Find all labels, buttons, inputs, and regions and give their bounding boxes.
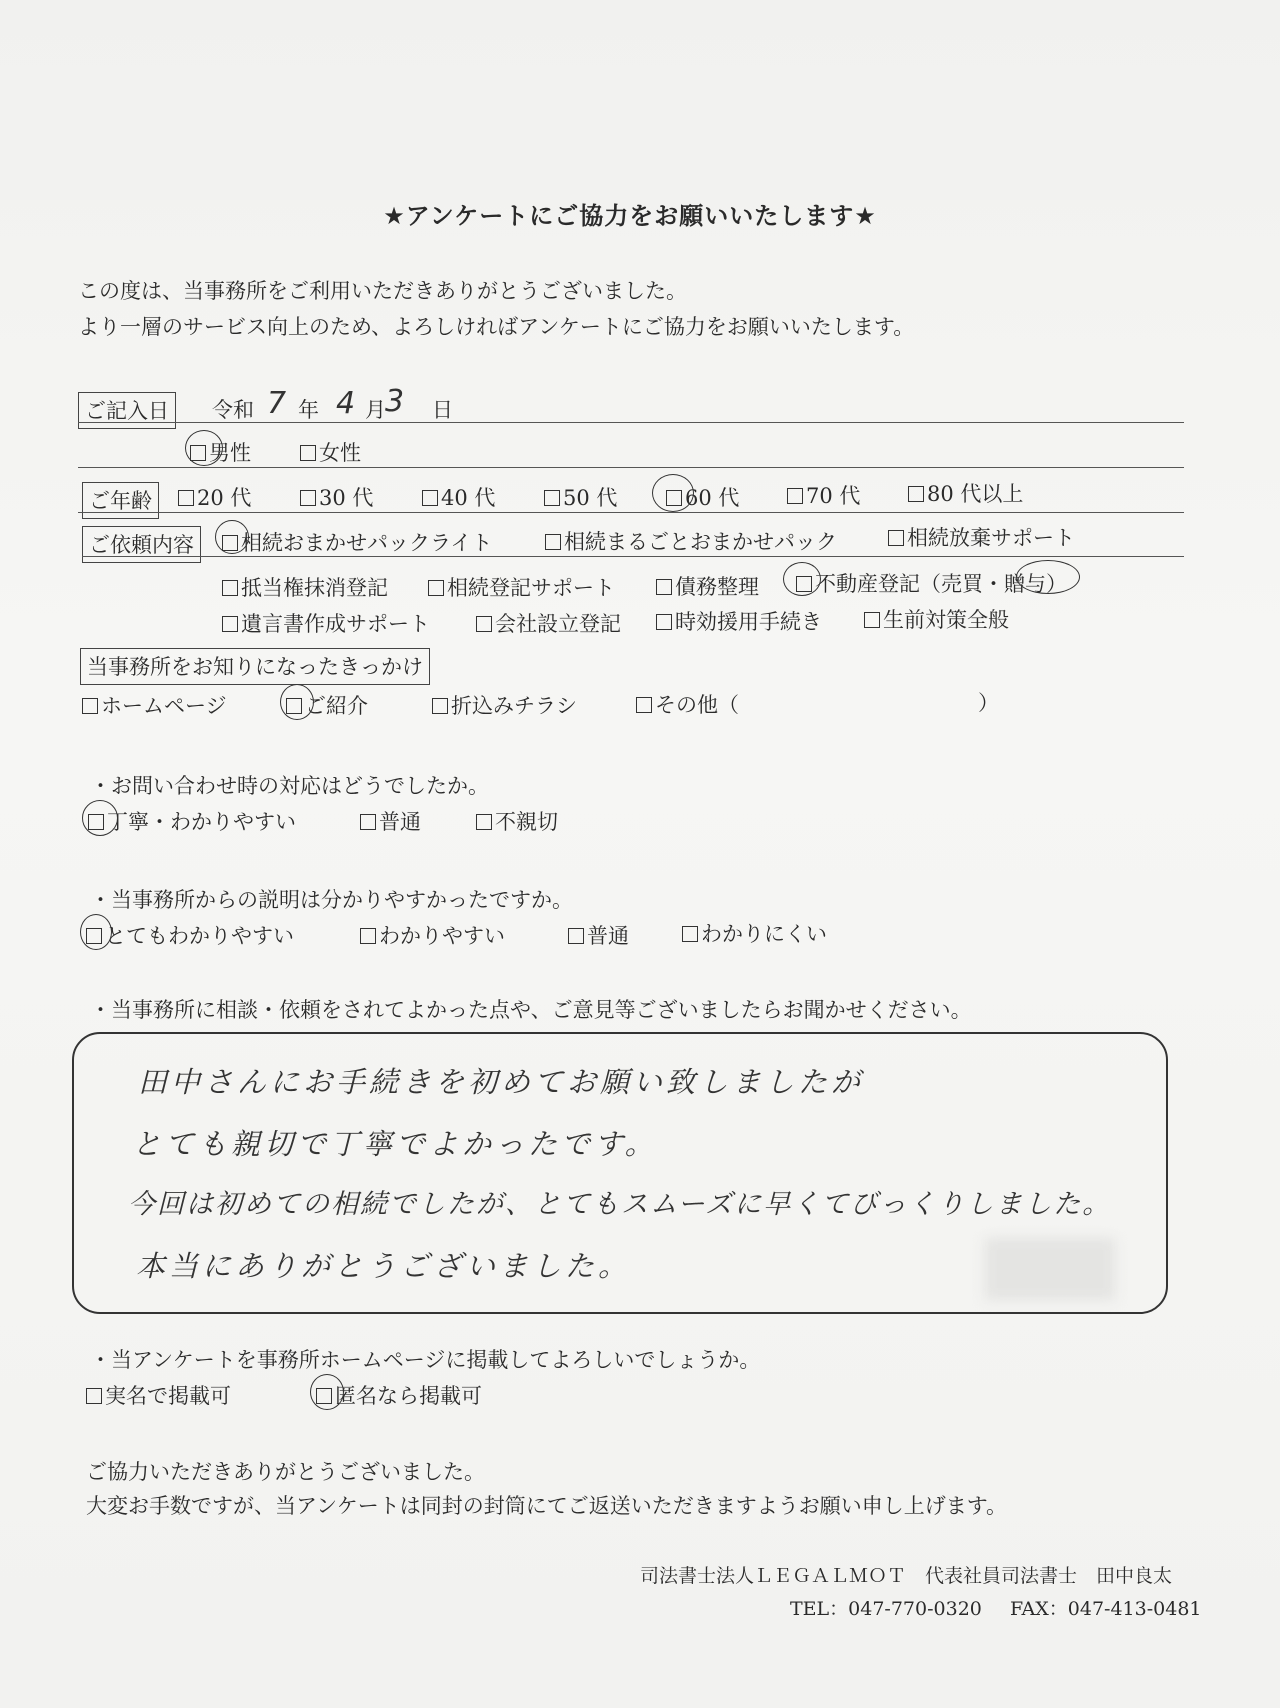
- selection-circle: [80, 914, 112, 950]
- request-option-souzoku-marugoto[interactable]: 相続まるごとおまかせパック: [545, 526, 837, 556]
- date-day-value[interactable]: 3: [385, 384, 409, 419]
- age-option-70[interactable]: 70 代: [787, 480, 860, 510]
- checkbox[interactable]: [888, 530, 904, 546]
- checkbox[interactable]: [908, 486, 924, 502]
- closing-line-2: 大変お手数ですが、当アンケートは同封の封筒にてご返送いただきますようお願い申し上げます。: [86, 1494, 1008, 1518]
- comment-line-3: 今回は初めての相続でしたが、とてもスムーズに早くてびっくりしました。: [128, 1189, 1112, 1220]
- selection-circle: [280, 684, 314, 720]
- divider: [78, 422, 1184, 423]
- selection-circle: [310, 1374, 344, 1410]
- survey-title: ★アンケートにご協力をお願いいたします★: [383, 202, 877, 230]
- date-month-unit: 月: [365, 398, 386, 422]
- source-option-homepage[interactable]: ホームページ: [82, 690, 227, 720]
- comment-line-2: とても親切で丁寧でよかったです。: [132, 1127, 658, 1161]
- age-option-20[interactable]: 20 代: [178, 482, 251, 512]
- checkbox[interactable]: [476, 814, 492, 830]
- q2-option-futsuu[interactable]: 普通: [568, 920, 629, 950]
- comment-line-4: 本当にありがとうございました。: [136, 1249, 632, 1283]
- checkbox[interactable]: [476, 616, 492, 632]
- redacted-signature: [985, 1238, 1115, 1300]
- q2-option-wakarinikui[interactable]: わかりにくい: [682, 918, 827, 948]
- gender-option-female[interactable]: 女性: [300, 437, 361, 467]
- closing-line-1: ご協力いただきありがとうございました。: [86, 1460, 485, 1484]
- checkbox[interactable]: [428, 580, 444, 596]
- request-option-saimu[interactable]: 債務整理: [656, 571, 759, 601]
- source-label: 当事務所をお知りになったきっかけ: [80, 648, 430, 685]
- q1-option-futsuu[interactable]: 普通: [360, 806, 421, 836]
- checkbox[interactable]: [178, 490, 194, 506]
- date-year-value[interactable]: 7: [267, 386, 291, 421]
- divider: [78, 512, 1184, 513]
- date-year-unit: 年: [298, 398, 319, 422]
- request-option-jikou[interactable]: 時効援用手続き: [656, 606, 822, 636]
- q2-question: ・当事務所からの説明は分かりやすかったですか。: [90, 888, 573, 912]
- checkbox[interactable]: [656, 579, 672, 595]
- request-label: ご依頼内容: [82, 526, 201, 563]
- date-day-unit: 日: [432, 398, 453, 422]
- q1-option-teinei[interactable]: 丁寧・わかりやすい: [88, 806, 296, 836]
- date-label: ご記入日: [78, 392, 176, 429]
- gender-option-male[interactable]: 男性: [190, 437, 251, 467]
- request-option-teitouken[interactable]: 抵当権抹消登記: [222, 572, 388, 602]
- age-label: ご年齢: [82, 482, 159, 519]
- age-option-40[interactable]: 40 代: [422, 482, 495, 512]
- checkbox[interactable]: [360, 814, 376, 830]
- q4-question: ・当アンケートを事務所ホームページに掲載してよろしいでしょうか。: [90, 1348, 761, 1372]
- footer-fax: FAX：047-413-0481: [1010, 1598, 1202, 1620]
- date-era: 令和: [212, 398, 254, 422]
- checkbox[interactable]: [545, 534, 561, 550]
- q3-question: ・当事務所に相談・依頼をされてよかった点や、ご意見等ございましたらお聞かせください。: [90, 998, 972, 1022]
- checkbox[interactable]: [432, 698, 448, 714]
- q2-option-totemo[interactable]: とてもわかりやすい: [86, 920, 294, 950]
- q2-option-wakariyasui[interactable]: わかりやすい: [360, 920, 505, 950]
- q4-option-tokumei[interactable]: 匿名なら掲載可: [316, 1380, 482, 1410]
- q4-option-jitsumei[interactable]: 実名で掲載可: [86, 1380, 231, 1410]
- age-option-60[interactable]: 60 代: [666, 482, 739, 512]
- checkbox[interactable]: [656, 614, 672, 630]
- checkbox[interactable]: [300, 445, 316, 461]
- divider: [78, 467, 1184, 468]
- checkbox[interactable]: [222, 616, 238, 632]
- request-option-houki[interactable]: 相続放棄サポート: [888, 522, 1075, 552]
- age-option-30[interactable]: 30 代: [300, 482, 373, 512]
- request-option-kaisha[interactable]: 会社設立登記: [476, 608, 621, 638]
- footer-tel: TEL：047-770-0320: [790, 1598, 982, 1620]
- request-option-souzoku-light[interactable]: 相続おまかせパックライト: [222, 527, 492, 557]
- checkbox[interactable]: [544, 490, 560, 506]
- checkbox[interactable]: [682, 926, 698, 942]
- age-option-50[interactable]: 50 代: [544, 482, 617, 512]
- intro-line-1: この度は、当事務所をご利用いただきありがとうございました。: [78, 279, 687, 303]
- request-option-fudousan[interactable]: 不動産登記（売買・贈与）: [796, 568, 1067, 598]
- checkbox[interactable]: [82, 698, 98, 714]
- request-option-souzoku-touki[interactable]: 相続登記サポート: [428, 572, 615, 602]
- q1-option-fushinsetsu[interactable]: 不親切: [476, 806, 558, 836]
- checkbox[interactable]: [360, 928, 376, 944]
- selection-circle: [215, 520, 249, 554]
- checkbox[interactable]: [86, 1388, 102, 1404]
- checkbox[interactable]: [864, 612, 880, 628]
- source-option-chirashi[interactable]: 折込みチラシ: [432, 690, 577, 720]
- checkbox[interactable]: [300, 490, 316, 506]
- source-other-close: ）: [978, 691, 999, 715]
- checkbox[interactable]: [222, 580, 238, 596]
- selection-circle: [652, 474, 694, 512]
- selection-circle-zouyo: [1016, 560, 1080, 594]
- checkbox[interactable]: [787, 488, 803, 504]
- selection-circle: [783, 562, 821, 596]
- checkbox[interactable]: [568, 928, 584, 944]
- age-option-80-plus[interactable]: 80 代以上: [908, 478, 1023, 508]
- comment-line-1: 田中さんにお手続きを初めてお願い致しましたが: [138, 1065, 865, 1099]
- request-option-yuigon[interactable]: 遺言書作成サポート: [222, 608, 430, 638]
- q1-question: ・お問い合わせ時の対応はどうでしたか。: [90, 774, 489, 798]
- selection-circle: [82, 800, 118, 836]
- checkbox[interactable]: [422, 490, 438, 506]
- intro-line-2: より一層のサービス向上のため、よろしければアンケートにご協力をお願いいたします。: [78, 315, 915, 339]
- selection-circle: [185, 430, 223, 466]
- footer-org: 司法書士法人ＬＥＧＡＬＭＯＴ 代表社員司法書士 田中良太: [640, 1565, 1173, 1587]
- checkbox[interactable]: [636, 697, 652, 713]
- date-month-value[interactable]: 4: [336, 386, 360, 421]
- source-option-other[interactable]: その他（: [636, 689, 739, 719]
- request-option-seizen[interactable]: 生前対策全般: [864, 604, 1009, 634]
- source-option-shoukai[interactable]: ご紹介: [286, 690, 368, 720]
- divider: [82, 556, 1184, 557]
